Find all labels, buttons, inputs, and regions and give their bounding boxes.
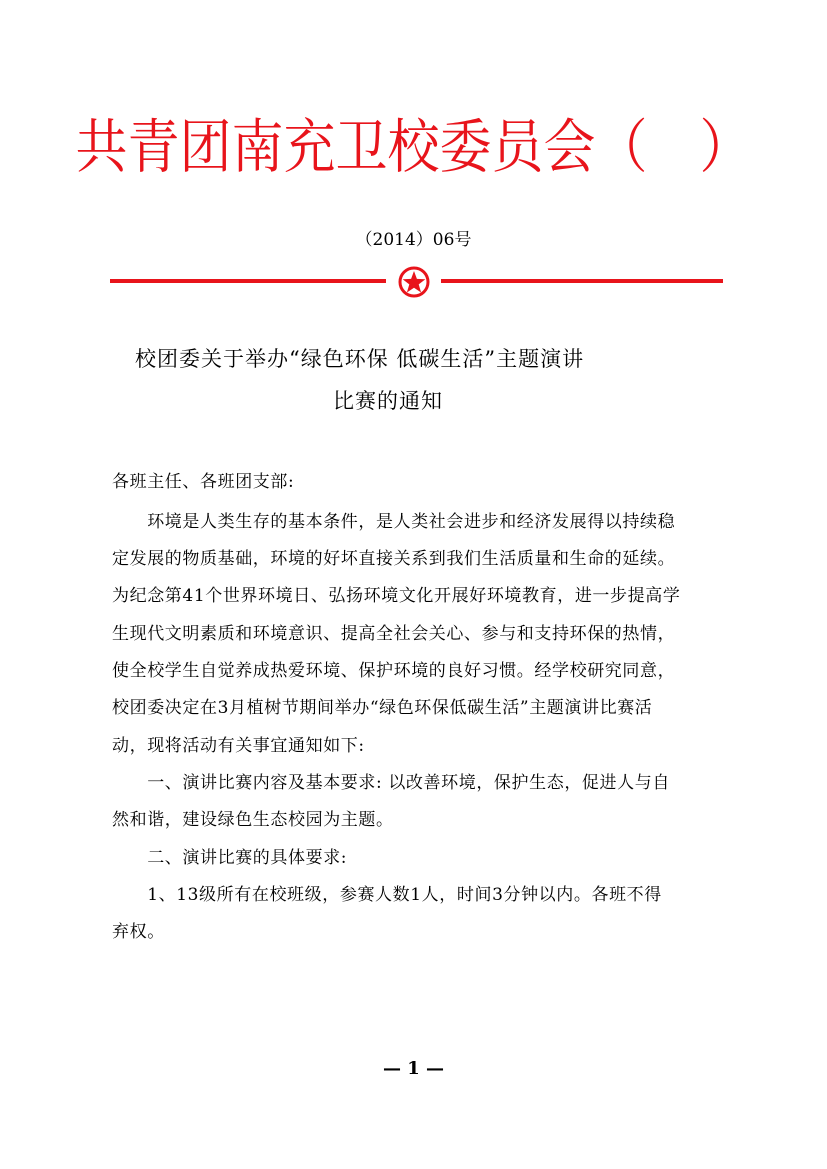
body-line: 定发展的物质基础，环境的好坏直接关系到我们生活质量和生命的延续。 (112, 549, 676, 569)
body-line: 然和谐，建设绿色生态校园为主题。 (112, 810, 394, 830)
org-title: 共青团南充卫校委员会（ ） (75, 114, 752, 182)
page-number: — 1 — (382, 1058, 445, 1079)
red-rule-left (110, 279, 386, 283)
body-line: 动，现将活动有关事宜通知如下: (112, 736, 365, 756)
body-line: 校团委决定在3月植树节期间举办“绿色环保低碳生活”主题演讲比赛活 (112, 698, 653, 718)
body-line: 使全校学生自觉养成热爱环境、保护环境的良好习惯。经学校研究同意， (112, 661, 676, 681)
body-line: 为纪念第41个世界环境日、弘扬环境文化开展好环境教育，进一步提高学 (112, 586, 681, 606)
body-line: 生现代文明素质和环境意识、提高全社会关心、参与和支持环保的热情， (112, 624, 676, 644)
red-rule-right (441, 279, 723, 283)
body-line: 二、演讲比赛的具体要求: (112, 848, 348, 868)
salutation: 各班主任、各班团支部: (112, 472, 295, 492)
document-number: （2014）06号 (355, 230, 472, 250)
star-emblem-icon (398, 266, 430, 298)
body-line: 环境是人类生存的基本条件，是人类社会进步和经济发展得以持续稳 (112, 512, 676, 532)
notice-title-line-1: 校团委关于举办“绿色环保 低碳生活”主题演讲 (135, 347, 585, 371)
body-line: 1、13级所有在校班级，参赛人数1人，时间3分钟以内。各班不得 (112, 885, 662, 905)
notice-title-line-2: 比赛的通知 (333, 389, 443, 413)
body-line: 弃权。 (112, 922, 165, 942)
body-line: 一、演讲比赛内容及基本要求: 以改善环境，保护生态，促进人与自 (112, 773, 670, 793)
